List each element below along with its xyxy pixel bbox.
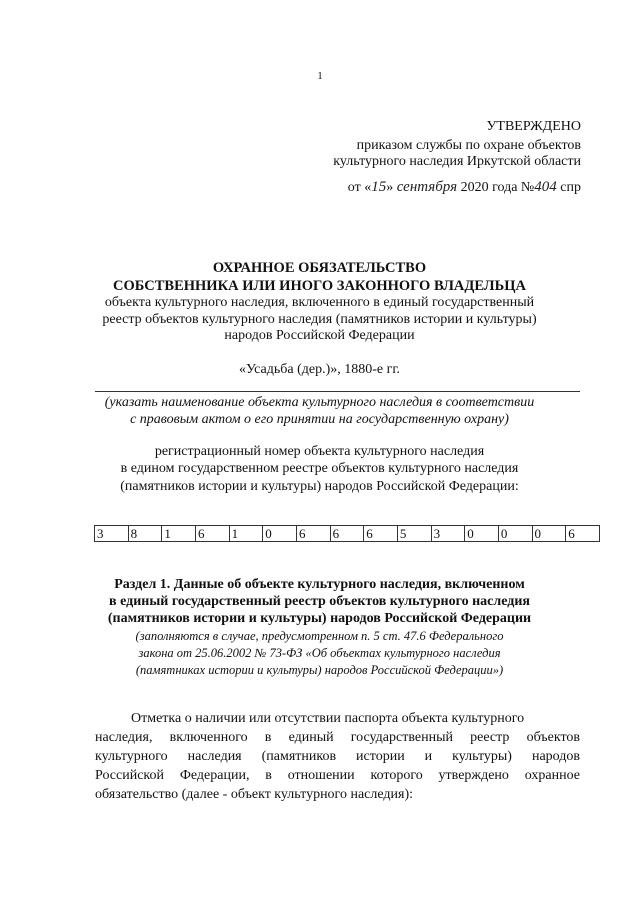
document-subtitle-line1: объекта культурного наследия, включенного в единый государственный [104,295,535,310]
handwritten-day: 15 [371,179,387,195]
handwritten-month: сентября [396,179,458,195]
paragraph-line2: наследия, включенного в единый государственный реестр объектов [95,730,580,745]
reg-digit-cell: 0 [263,526,297,542]
date-year: 2020 года № [460,180,535,195]
date-quote-close: » [386,180,394,195]
document-title-line1: ОХРАННОЕ ОБЯЗАТЕЛЬСТВО [212,260,427,276]
page-number: 1 [317,70,323,82]
reg-number-caption-line2: в едином государственном реестре объектов культурного наследия [120,461,519,476]
reg-digit-cell: 6 [296,526,330,542]
reg-digit-cell: 6 [330,526,364,542]
paragraph-line3: культурного наследия (памятников истории и культуры) народов [95,749,580,764]
section1-heading-line3: (памятников истории и культуры) народов Российской Федерации [107,611,532,626]
document-subtitle-line3: народов Российской Федерации [224,328,415,343]
reg-digit-cell: 6 [566,526,600,542]
object-name-underline [95,391,580,392]
reg-digit-cell: 6 [195,526,229,542]
document-subtitle-line2: реестр объектов культурного наследия (памятников истории и культуры) [102,312,537,327]
reg-number-row [95,526,600,542]
reg-digit-cell: 6 [364,526,398,542]
object-name-hint-line1: (указать наименование объекта культурного наследия в соответствии [104,395,535,410]
reg-digit-cell: 8 [128,526,162,542]
date-prefix: от « [347,180,372,195]
section1-heading-line2: в единый государственный реестр объектов культурного наследия [109,594,530,609]
reg-digit-cell: 5 [397,526,431,542]
approval-agency-line: культурного наследия Иркутской области [333,154,581,169]
reg-digit-cell: 0 [498,526,532,542]
reg-number-caption-line1: регистрационный номер объекта культурного наследия [154,444,485,459]
paragraph-line5: обязательство (далее - объект культурного наследия): [95,787,413,802]
paragraph-line4: Российской Федерации, в отношении которого утверждено охранное [95,768,580,783]
object-name-hint-line2: с правовым актом о его принятии на государственную охрану) [130,412,509,427]
section1-note-line3: (памятниках истории и культуры) народов Российской Федерации») [135,663,504,677]
date-suffix: спр [560,180,581,195]
reg-digit-cell: 0 [465,526,499,542]
document-title-line2: СОБСТВЕННИКА ИЛИ ИНОГО ЗАКОННОГО ВЛАДЕЛЬЦА [113,278,526,294]
section1-heading-line1: Раздел 1. Данные об объекте культурного наследия, включенном [114,577,525,592]
section1-note-line2: закона от 25.06.2002 № 73-ФЗ «Об объектах культурного наследия [138,646,501,660]
reg-digit-cell: 1 [162,526,196,542]
section1-note-line1: (заполняются в случае, предусмотренном п. 5 ст. 47.6 Федерального [135,629,504,643]
approval-order-line: приказом службы по охране объектов [356,138,581,153]
reg-number-caption-line3: (памятников истории и культуры) народов Российской Федерации: [120,479,519,494]
reg-digit-cell: 3 [431,526,465,542]
approval-date-line [348,178,581,197]
approval-label: УТВЕРЖДЕНО [486,119,581,134]
handwritten-order-number: 404 [534,179,557,195]
object-name: «Усадьба (дер.)», 1880-е гг. [238,362,401,377]
reg-number-table [94,525,600,542]
reg-digit-cell: 3 [95,526,129,542]
passport-paragraph [95,709,580,804]
reg-digit-cell: 0 [532,526,566,542]
paragraph-line1: Отметка о наличии или отсутствии паспорта объекта культурного [131,711,525,726]
reg-digit-cell: 1 [229,526,263,542]
